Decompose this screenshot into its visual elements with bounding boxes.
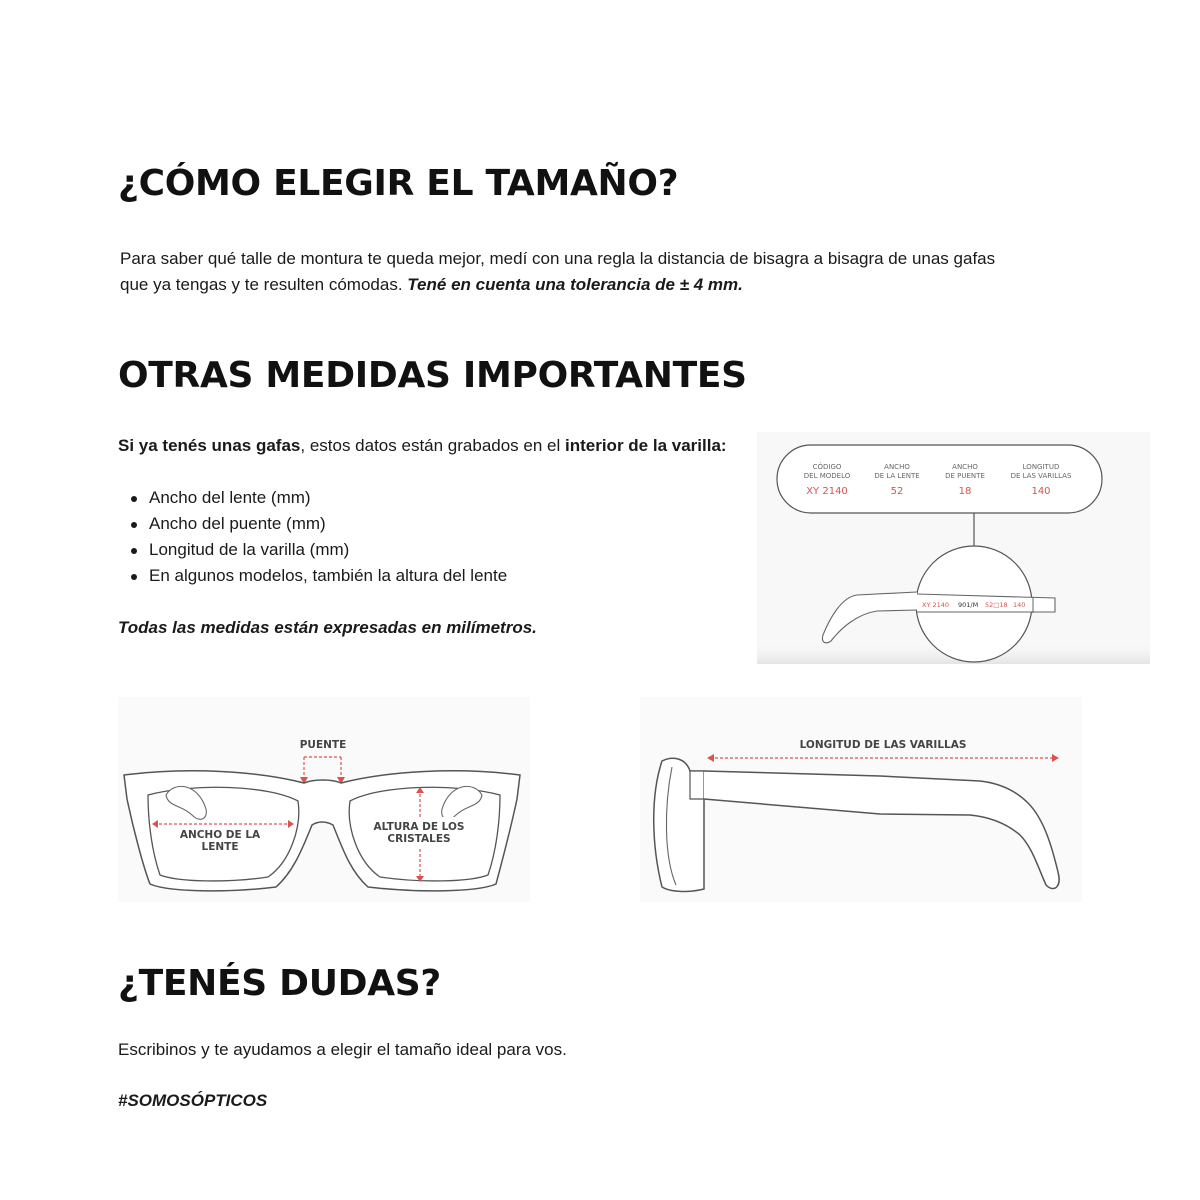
code-label-2: DEL MODELO xyxy=(803,472,851,480)
list-item: Longitud de la varilla (mm) xyxy=(118,537,507,563)
engraving-color: 901/M xyxy=(958,601,979,609)
section-title-doubts: ¿TENÉS DUDAS? xyxy=(118,963,441,1004)
bridge-label-1: ANCHO xyxy=(952,463,978,471)
size-paragraph-text: que ya tengas y te resulten cómodas. xyxy=(120,275,408,294)
bridge-value: 18 xyxy=(958,486,972,497)
lens-width-label-2: LENTE xyxy=(201,841,239,853)
measures-list xyxy=(118,485,507,589)
engraving-code: XY 2140 xyxy=(922,601,950,609)
temple-value: 140 xyxy=(1031,486,1051,497)
size-paragraph-line1: Para saber qué talle de montura te queda mejor, medí con una regla la distancia de bisagra a bisagra de unas gafas xyxy=(120,249,996,268)
list-item: Ancho del lente (mm) xyxy=(118,485,507,511)
hashtag xyxy=(118,1088,267,1114)
temple-label-2: DE LAS VARILLAS xyxy=(1010,472,1072,480)
bridge-label-2: DE PUENTE xyxy=(945,472,985,480)
tolerance-note: Tené en cuenta una tolerancia de ± 4 mm. xyxy=(407,275,743,294)
temple-length-label: LONGITUD DE LAS VARILLAS xyxy=(799,739,967,751)
engraving-size: 52□18 xyxy=(985,601,1008,609)
list-item: Ancho del puente (mm) xyxy=(118,511,507,537)
side-view-diagram xyxy=(640,697,1082,902)
intro-bold-1: Si ya tenés unas gafas xyxy=(118,436,301,455)
front-view-diagram xyxy=(118,697,530,902)
section-title-measures: OTRAS MEDIDAS IMPORTANTES xyxy=(118,355,747,396)
section-title-size: ¿CÓMO ELEGIR EL TAMAÑO? xyxy=(118,163,679,204)
measures-intro xyxy=(118,433,727,459)
measures-note xyxy=(118,615,537,641)
millimeters-note: Todas las medidas están expresadas en milímetros. xyxy=(118,618,537,637)
engraving-length: 140 xyxy=(1013,601,1026,609)
hinge-block xyxy=(690,771,704,799)
list-item: En algunos modelos, también la altura del lente xyxy=(118,563,507,589)
lens-label-2: DE LA LENTE xyxy=(874,472,920,480)
temple-label-1: LONGITUD xyxy=(1022,463,1060,471)
doubts-text: Escribinos y te ayudamos a elegir el tamaño ideal para vos. xyxy=(118,1040,567,1059)
lens-value: 52 xyxy=(890,486,904,497)
size-paragraph-line2 xyxy=(120,272,743,298)
lens-width-label-1: ANCHO DE LA xyxy=(179,829,261,841)
height-label-1: ALTURA DE LOS xyxy=(373,821,465,833)
intro-bold-2: interior de la varilla: xyxy=(565,436,727,455)
lens-label-1: ANCHO xyxy=(884,463,910,471)
temple-engraving-diagram xyxy=(757,432,1150,664)
code-value: XY 2140 xyxy=(806,486,848,497)
intro-plain: , estos datos están grabados en el xyxy=(300,436,565,455)
height-label-2: CRISTALES xyxy=(387,833,451,845)
code-label-1: CÓDIGO xyxy=(812,463,842,471)
bridge-label: PUENTE xyxy=(299,739,347,751)
hashtag-text: #SOMOSÓPTICOS xyxy=(118,1091,268,1110)
